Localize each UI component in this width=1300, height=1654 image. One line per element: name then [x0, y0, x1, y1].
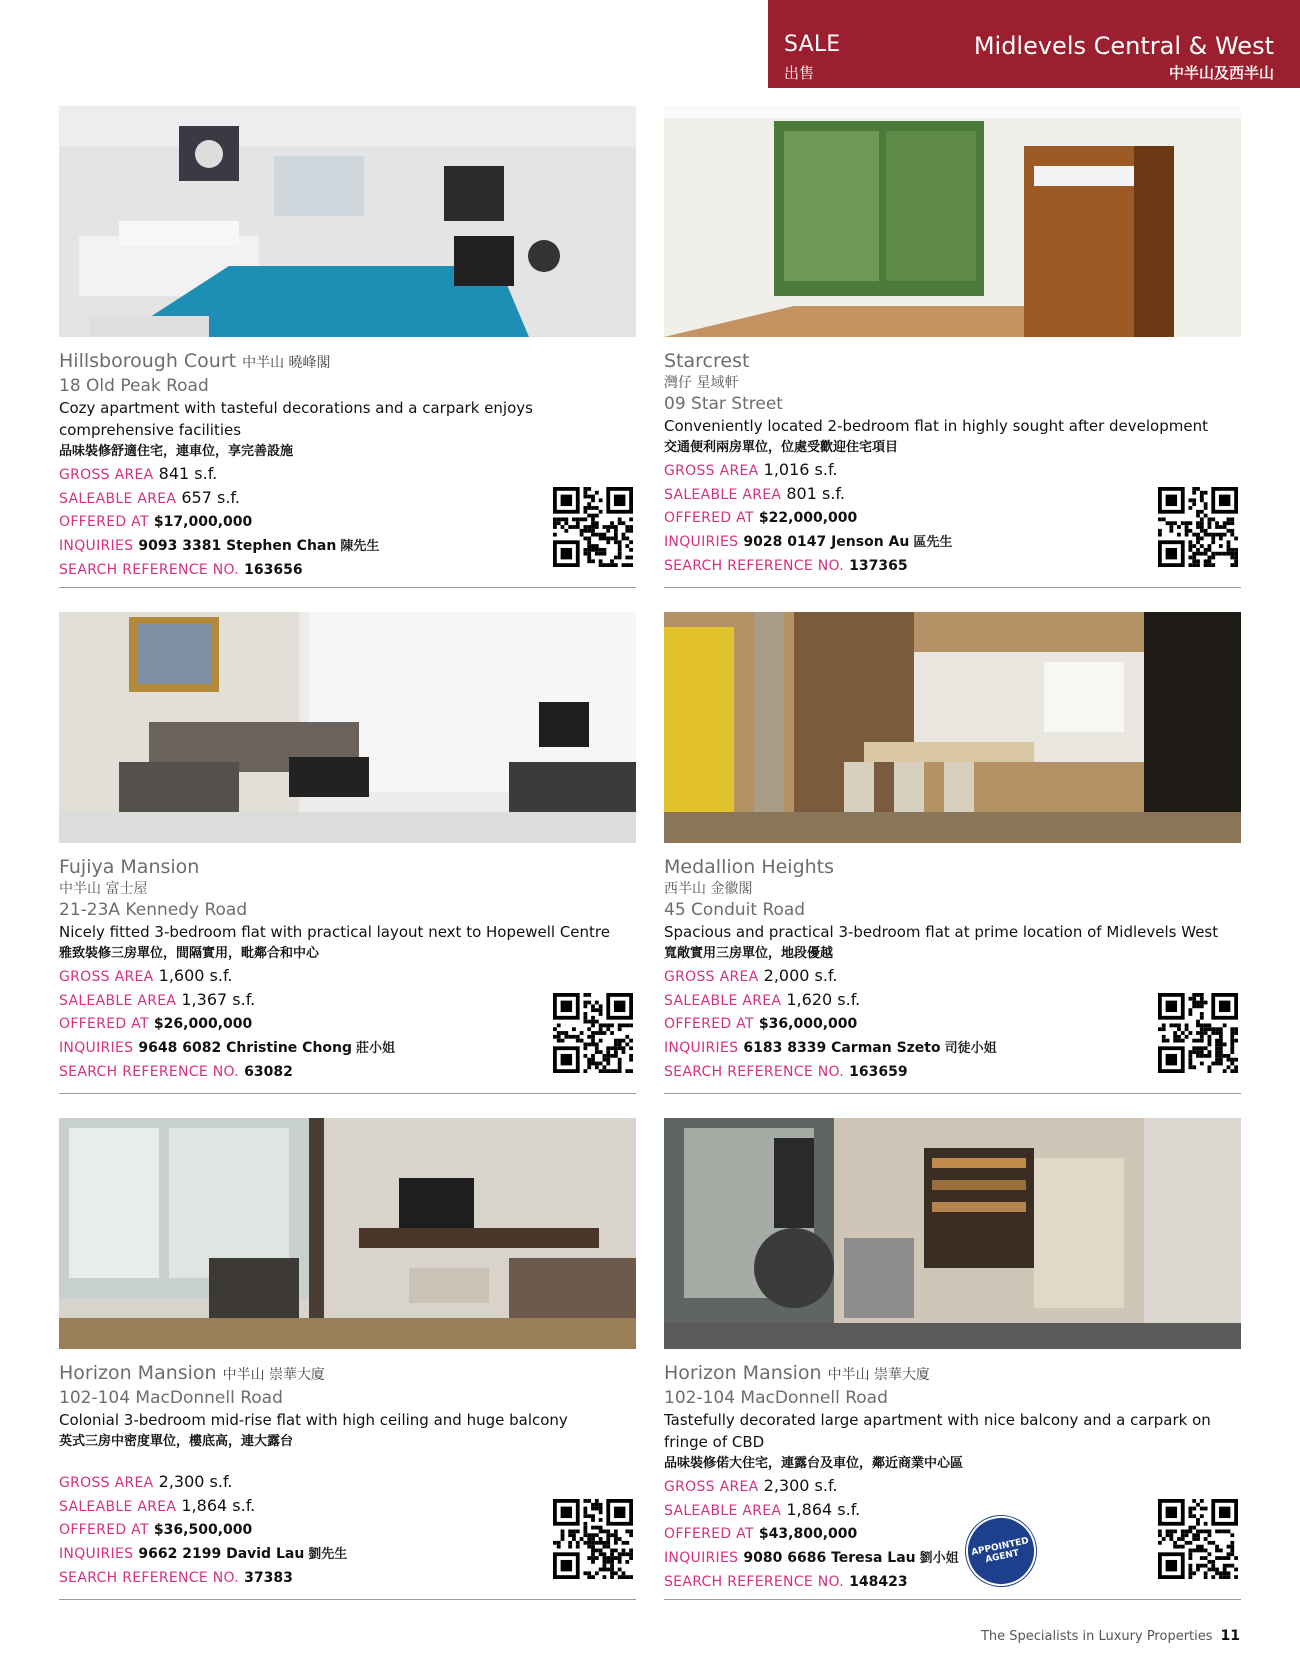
search-ref-row: [59, 558, 636, 582]
search-ref-value: 63082: [244, 1064, 293, 1080]
property-description: Spacious and practical 3-bedroom flat at prime location of Midlevels West: [664, 923, 1219, 941]
property-name-en: Horizon Mansion: [59, 1362, 217, 1384]
property-photo: [59, 612, 636, 843]
card-divider: [664, 1599, 1241, 1600]
gross-area-row: [59, 463, 636, 487]
gross-area-value: 2,300 s.f.: [763, 1476, 838, 1495]
listing-info: [664, 1361, 1241, 1594]
qr-code-icon[interactable]: [1158, 993, 1238, 1073]
price-row: [664, 506, 1241, 530]
inquiries-contact: 9093 3381 Stephen Chan: [138, 537, 337, 554]
inquiries-contact: 6183 8339 Carman Szeto: [743, 1039, 941, 1056]
inquiries-label: INQUIRIES: [59, 537, 134, 554]
listing-info: [664, 349, 1241, 578]
property-address: 09 Star Street: [664, 394, 783, 414]
price-value: $26,000,000: [153, 1016, 253, 1032]
property-name: [664, 855, 1241, 879]
saleable-area-label: SALEABLE AREA: [59, 1498, 177, 1515]
gross-area-value: 1,600 s.f.: [158, 966, 233, 985]
inquiries-label: INQUIRIES: [664, 1039, 739, 1056]
qr-code-icon[interactable]: [553, 1499, 633, 1579]
property-address: 21-23A Kennedy Road: [59, 900, 248, 920]
gross-area-row: [59, 965, 636, 989]
inquiries-contact: 9028 0147 Jenson Au: [743, 533, 910, 550]
inquiries-row: [59, 1542, 636, 1567]
listing-card: [664, 612, 1241, 1094]
property-address: 45 Conduit Road: [664, 900, 806, 920]
property-description: Colonial 3-bedroom mid-rise flat with high ceiling and huge balcony: [59, 1411, 568, 1429]
qr-code-icon[interactable]: [553, 487, 633, 567]
property-name-zh: 中半山 曉峰閣: [242, 355, 331, 371]
gross-area-label: GROSS AREA: [664, 463, 759, 479]
listing-card: [664, 1118, 1241, 1600]
gross-area-label: GROSS AREA: [664, 969, 759, 985]
saleable-area-value: 1,864 s.f.: [786, 1499, 861, 1519]
property-address: 102-104 MacDonnell Road: [59, 1388, 283, 1408]
saleable-area-label: SALEABLE AREA: [664, 992, 782, 1009]
price-label: OFFERED AT: [664, 1016, 754, 1032]
property-district-zh: 西半山 金徽閣: [664, 881, 753, 897]
property-name-en: Fujiya Mansion: [59, 856, 200, 878]
listing-info: [664, 855, 1241, 1084]
agent-name-zh: 陳先生: [340, 538, 380, 554]
inquiries-row: [664, 530, 1241, 555]
property-address: 102-104 MacDonnell Road: [664, 1388, 888, 1408]
search-ref-value: 148423: [849, 1574, 908, 1590]
inquiries-row: [664, 1546, 1241, 1571]
property-name-en: Starcrest: [664, 350, 750, 372]
saleable-area-value: 1,367 s.f.: [181, 989, 256, 1009]
saleable-area-label: SALEABLE AREA: [664, 1502, 782, 1519]
property-description-zh: 英式三房中密度單位，樓底高，連大露台: [59, 1434, 294, 1449]
saleable-area-row: [664, 989, 1241, 1013]
saleable-area-value: 657 s.f.: [181, 487, 240, 507]
banner-area: Midlevels Central & West: [973, 32, 1274, 60]
card-divider: [59, 1093, 636, 1094]
card-divider: [59, 587, 636, 588]
price-label: OFFERED AT: [664, 510, 754, 526]
price-label: OFFERED AT: [664, 1526, 754, 1542]
property-photo: [664, 106, 1241, 337]
price-row: [59, 510, 636, 534]
price-label: OFFERED AT: [59, 514, 149, 530]
saleable-area-label: SALEABLE AREA: [59, 992, 177, 1009]
property-description-zh: 品味裝修偌大住宅，連露台及車位，鄰近商業中心區: [664, 1456, 964, 1471]
gross-area-value: 841 s.f.: [158, 464, 218, 483]
price-label: OFFERED AT: [59, 1522, 149, 1538]
gross-area-row: [664, 459, 1241, 483]
property-name-en: Horizon Mansion: [664, 1362, 822, 1384]
property-photo: [59, 1118, 636, 1349]
card-divider: [59, 1599, 636, 1600]
saleable-area-value: 1,620 s.f.: [786, 989, 861, 1009]
price-value: $17,000,000: [153, 514, 253, 530]
footer-tagline: The Specialists in Luxury Properties: [980, 1629, 1213, 1644]
search-ref-row: [664, 1060, 1241, 1084]
property-name: [664, 1361, 1241, 1387]
search-ref-label: SEARCH REFERENCE NO.: [59, 1570, 240, 1586]
price-label: OFFERED AT: [59, 1016, 149, 1032]
price-value: $36,500,000: [153, 1522, 253, 1538]
property-name-en: Medallion Heights: [664, 856, 835, 878]
inquiries-row: [59, 534, 636, 559]
listing-info: [59, 855, 636, 1084]
gross-area-label: GROSS AREA: [664, 1479, 759, 1495]
inquiries-label: INQUIRIES: [664, 1549, 739, 1566]
listing-info: [59, 1361, 636, 1590]
property-photo: [664, 612, 1241, 843]
price-row: [59, 1518, 636, 1542]
price-value: $36,000,000: [758, 1016, 858, 1032]
section-banner: [768, 0, 1300, 88]
search-ref-label: SEARCH REFERENCE NO.: [664, 1574, 845, 1590]
saleable-area-row: [59, 487, 636, 511]
price-row: [664, 1012, 1241, 1036]
saleable-area-value: 801 s.f.: [786, 483, 845, 503]
search-ref-label: SEARCH REFERENCE NO.: [664, 1064, 845, 1080]
listing-card: [664, 106, 1241, 588]
gross-area-value: 1,016 s.f.: [763, 460, 838, 479]
gross-area-label: GROSS AREA: [59, 1475, 154, 1491]
qr-code-icon[interactable]: [1158, 1499, 1238, 1579]
inquiries-contact: 9662 2199 David Lau: [138, 1545, 305, 1562]
agent-name-zh: 劉先生: [308, 1546, 348, 1562]
qr-code-icon[interactable]: [1158, 487, 1238, 567]
banner-area-zh: 中半山及西半山: [1168, 64, 1274, 82]
property-name-en: Hillsborough Court: [59, 350, 237, 372]
search-ref-label: SEARCH REFERENCE NO.: [664, 558, 845, 574]
page-number: 11: [1220, 1628, 1240, 1644]
saleable-area-row: [664, 483, 1241, 507]
banner-sale: SALE: [784, 32, 841, 57]
agent-name-zh: 莊小姐: [356, 1040, 396, 1056]
agent-name-zh: 司徒小姐: [944, 1040, 997, 1056]
search-ref-label: SEARCH REFERENCE NO.: [59, 1064, 240, 1080]
saleable-area-row: [664, 1499, 1241, 1523]
qr-code-icon[interactable]: [553, 993, 633, 1073]
listing-card: [59, 1118, 636, 1600]
card-divider: [664, 587, 1241, 588]
property-name: [664, 349, 1241, 373]
search-ref-row: [59, 1060, 636, 1084]
search-ref-row: [59, 1566, 636, 1590]
property-description-zh: 交通便利兩房單位，位處受歡迎住宅項目: [664, 440, 899, 455]
appointed-agent-badge: APPOINTED AGENT: [959, 1509, 1042, 1592]
price-row: [59, 1012, 636, 1036]
property-description: Conveniently located 2-bedroom flat in highly sought after development: [664, 417, 1208, 435]
inquiries-row: [664, 1036, 1241, 1061]
banner-sale-zh: 出售: [784, 64, 815, 82]
search-ref-value: 37383: [244, 1570, 293, 1586]
gross-area-row: [59, 1471, 636, 1495]
saleable-area-label: SALEABLE AREA: [664, 486, 782, 503]
search-ref-value: 137365: [849, 558, 908, 574]
property-name: [59, 349, 636, 375]
property-photo: [664, 1118, 1241, 1349]
property-description-zh: 品味裝修舒適住宅，連車位，享完善設施: [59, 444, 294, 459]
property-description-zh: 寬敞實用三房單位，地段優越: [664, 946, 834, 961]
property-description: Nicely fitted 3-bedroom flat with practical layout next to Hopewell Centre: [59, 923, 610, 941]
property-name: [59, 1361, 636, 1387]
price-row: [664, 1522, 1241, 1546]
listing-card: [59, 612, 636, 1094]
search-ref-value: 163656: [244, 562, 303, 578]
property-address: 18 Old Peak Road: [59, 376, 209, 396]
price-value: $22,000,000: [758, 510, 858, 526]
listing-info: [59, 349, 636, 582]
gross-area-value: 2,000 s.f.: [763, 966, 838, 985]
saleable-area-row: [59, 1495, 636, 1519]
agent-name-zh: 區先生: [913, 534, 953, 550]
saleable-area-row: [59, 989, 636, 1013]
property-district-zh: 中半山 富士屋: [59, 881, 148, 897]
inquiries-contact: 9648 6082 Christine Chong: [138, 1039, 353, 1056]
search-ref-label: SEARCH REFERENCE NO.: [59, 562, 240, 578]
price-value: $43,800,000: [758, 1526, 858, 1542]
gross-area-row: [664, 1475, 1241, 1499]
gross-area-label: GROSS AREA: [59, 969, 154, 985]
spacer: [59, 1453, 636, 1471]
inquiries-contact: 9080 6686 Teresa Lau: [743, 1549, 916, 1566]
inquiries-row: [59, 1036, 636, 1061]
page-footer: [981, 1628, 1240, 1644]
saleable-area-label: SALEABLE AREA: [59, 490, 177, 507]
saleable-area-value: 1,864 s.f.: [181, 1495, 256, 1515]
gross-area-label: GROSS AREA: [59, 467, 154, 483]
property-description: Tastefully decorated large apartment with nice balcony and a carpark on fringe of CBD: [664, 1411, 1211, 1451]
inquiries-label: INQUIRIES: [664, 533, 739, 550]
inquiries-label: INQUIRIES: [59, 1545, 134, 1562]
property-name: [59, 855, 636, 879]
gross-area-value: 2,300 s.f.: [158, 1472, 233, 1491]
property-name-zh: 中半山 崇華大廈: [827, 1367, 931, 1383]
property-district-zh: 灣仔 星域軒: [664, 375, 739, 391]
search-ref-value: 163659: [849, 1064, 908, 1080]
listing-card: [59, 106, 636, 588]
property-name-zh: 中半山 崇華大廈: [222, 1367, 326, 1383]
inquiries-label: INQUIRIES: [59, 1039, 134, 1056]
search-ref-row: [664, 1570, 1241, 1594]
search-ref-row: [664, 554, 1241, 578]
property-description: Cozy apartment with tasteful decorations and a carpark enjoys comprehensive facilities: [59, 399, 533, 439]
property-description-zh: 雅致裝修三房單位，間隔實用，毗鄰合和中心: [59, 946, 320, 961]
agent-name-zh: 劉小姐: [919, 1550, 959, 1566]
property-photo: [59, 106, 636, 337]
card-divider: [664, 1093, 1241, 1094]
gross-area-row: [664, 965, 1241, 989]
